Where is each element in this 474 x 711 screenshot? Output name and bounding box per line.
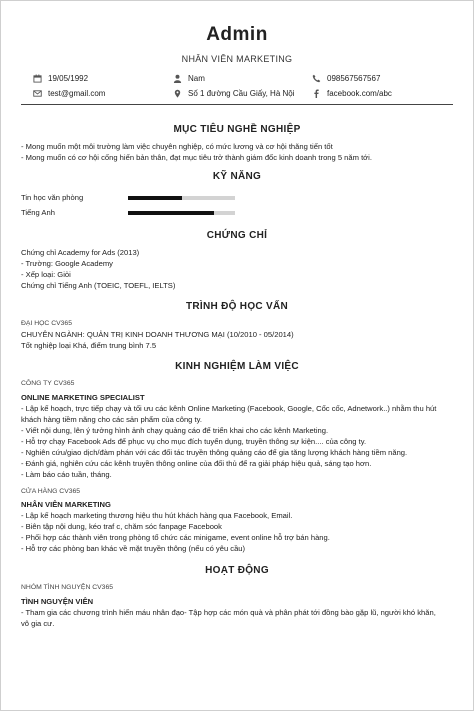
education-result: Tốt nghiệp loại Khá, điểm trung bình 7.5 (21, 341, 157, 350)
education-section (21, 318, 453, 351)
company-name: CỬA HÀNG CV365 (21, 488, 81, 495)
activity-line: vô gia cư. (21, 619, 55, 628)
phone-item (312, 73, 452, 83)
experience-section (21, 378, 453, 554)
job-duty-line: - Hỗ trợ chạy Facebook Ads để phục vụ cho mục đích tuyển dụng, truyền thông sự kiện.... của công ty. (21, 437, 367, 446)
certificates-heading: CHỨNG CHỈ (206, 230, 268, 241)
education-major: CHUYÊN NGÀNH: QUẢN TRỊ KINH DOANH THƯƠNG MẠI (10/2010 - 05/2014) (21, 330, 294, 339)
skills-section (21, 190, 453, 220)
user-icon (173, 74, 182, 83)
activity-line: - Tham gia các chương trình hiến máu nhân đạo- Tập hợp các món quà và phân phát tới đồng bào gặp lũ, người khó khăn, (21, 608, 436, 617)
skill-bar-fill (128, 211, 214, 215)
objective-line: - Mong muốn có cơ hội cống hiến bản thân, đạt mục tiêu trở thành giám đốc kinh doanh trong 5 năm tới. (21, 153, 372, 162)
school-name: ĐẠI HỌC CV365 (21, 320, 72, 327)
skill-row (21, 205, 453, 220)
job-duty-line: - Lập kế hoạch, trực tiếp chạy và tối ưu các kênh Online Marketing (Facebook, Google, Cốc cốc, Adnetwork..) nhằm thu hút (21, 404, 437, 413)
job-role: NHÂN VIÊN MARKETING (21, 500, 111, 509)
experience-heading: KINH NGHIỆM LÀM VIỆC (175, 361, 299, 372)
job-duty-line: - Biên tập nội dung, kéo traf c, chăm sóc fanpage Facebook (21, 522, 222, 531)
job-duty-line: - Đánh giá, nghiên cứu các kênh truyền thông online của đối thủ để ra giải pháp hiệu quả, sáng tạo hơn. (21, 459, 372, 468)
job-duty-line: - Làm báo cáo tuần, tháng. (21, 470, 112, 479)
gender-item (173, 73, 312, 83)
certificate-line: Chứng chỉ Tiếng Anh (TOEIC, TOEFL, IELTS) (21, 281, 176, 290)
organization-name: NHÓM TÌNH NGUYỆN CV365 (21, 584, 114, 591)
job-duty-line: - Nghiên cứu/giao dịch/đàm phán với các đối tác truyền thông quảng cáo để gia tăng lượng khách hàng tiềm năng. (21, 448, 408, 457)
education-heading: TRÌNH ĐỘ HỌC VẤN (185, 301, 289, 312)
job-duty-line: - Phối hợp các thành viên trong phòng tổ chức các minigame, event online hỗ trợ bán hàng. (21, 533, 330, 542)
contact-info (33, 73, 453, 98)
job-duty-line: - Lập kế hoạch marketing thương hiệu thu hút khách hàng qua Facebook, Email. (21, 511, 293, 520)
skill-bar (128, 211, 235, 215)
facebook-text: facebook.com/abc (327, 88, 392, 98)
job-duty-line: - Hỗ trợ các phòng ban khác về mặt truyền thông (nếu có yêu cầu) (21, 544, 246, 553)
address-text: Số 1 đường Cầu Giấy, Hà Nội (188, 88, 295, 98)
facebook-item (312, 88, 452, 98)
map-pin-icon (173, 89, 182, 98)
objective-section (21, 141, 453, 163)
birthday-text: 19/05/1992 (48, 73, 89, 83)
facebook-icon (312, 89, 321, 98)
skill-bar-fill (128, 196, 182, 200)
job-duty-line: khách hàng tiềm năng cho các sản phẩm của công ty. (21, 415, 202, 424)
address-item (173, 88, 312, 98)
phone-icon (312, 74, 321, 83)
header-divider (21, 104, 453, 105)
job-title: NHÂN VIÊN MARKETING (181, 54, 293, 64)
company-name: CÔNG TY CV365 (21, 380, 75, 387)
email-text: test@gmail.com (48, 88, 106, 98)
job-role: ONLINE MARKETING SPECIALIST (21, 393, 145, 402)
email-item (33, 88, 173, 98)
certificate-line: - Xếp loại: Giỏi (21, 270, 71, 279)
phone-text: 098567567567 (327, 73, 381, 83)
skills-heading: KỸ NĂNG (212, 171, 262, 182)
job-entry (21, 486, 453, 554)
email-icon (33, 89, 42, 98)
gender-text: Nam (188, 73, 205, 83)
job-duty-line: - Viết nội dung, lên ý tưởng hình ảnh chạy quảng cáo để triển khai cho các kênh Marketing. (21, 426, 329, 435)
skill-row (21, 190, 453, 205)
certificates-section (21, 247, 453, 291)
certificate-line: - Trường: Google Academy (21, 259, 113, 268)
calendar-icon (33, 74, 42, 83)
birthday-item (33, 73, 173, 83)
certificate-line: Chứng chỉ Academy for Ads (2013) (21, 248, 140, 257)
objective-heading: MỤC TIÊU NGHỀ NGHIỆP (173, 124, 301, 135)
activity-role: TÌNH NGUYỆN VIÊN (21, 597, 94, 606)
skill-label: Tiếng Anh (21, 208, 55, 217)
skill-label: Tin học văn phòng (21, 193, 84, 202)
objective-line: - Mong muốn một môi trường làm việc chuyên nghiệp, có mức lương và cơ hội thăng tiến tốt (21, 142, 333, 151)
job-entry (21, 378, 453, 480)
candidate-name: Admin (206, 24, 268, 45)
activities-heading: HOẠT ĐỘNG (205, 565, 269, 576)
activities-section (21, 582, 453, 629)
skill-bar (128, 196, 235, 200)
